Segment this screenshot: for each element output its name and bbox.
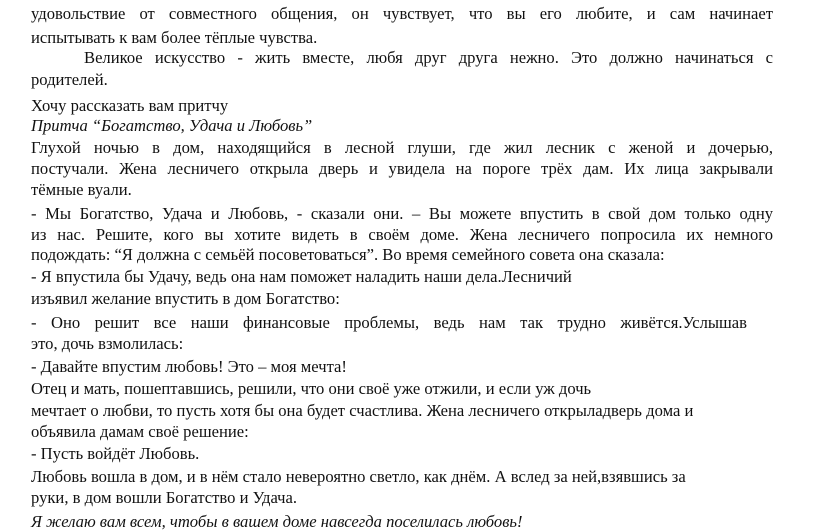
text-line: родителей.	[31, 70, 108, 89]
text-line: Отец и мать, пошептавшись, решили, что они своё уже отжили, и если уж дочь	[31, 379, 592, 398]
text-line: - Мы Богатство, Удача и Любовь, - сказали они. – Вы можете впустить в свой дом только одну	[31, 204, 773, 223]
text-line: постучали. Жена лесничего открыла дверь и увидела на пороге трёх дам. Их лица закрывали	[31, 159, 773, 178]
text-line: мечтает о любви, то пусть хотя бы она будет счастлива. Жена лесничего открыладверь дома и	[31, 401, 694, 420]
text-line: изъявил желание впустить в дом Богатство:	[31, 289, 340, 308]
text-line: - Давайте впустим любовь! Это – моя мечта!	[31, 357, 347, 376]
text-line: Любовь вошла в дом, и в нём стало невероятно светло, как днём. А вслед за ней,взявшись за	[31, 467, 686, 486]
text-line: тёмные вуали.	[31, 180, 132, 199]
closing-wish: Я желаю вам всем, чтобы в вашем доме навсегда поселилась любовь!	[31, 512, 523, 531]
text-line: объявила дамам своё решение:	[31, 422, 249, 441]
text-line: подождать: “Я должна с семьёй посоветоваться”. Во время семейного совета она сказала:	[31, 245, 665, 264]
text-line: из нас. Решите, кого вы хотите видеть в своём доме. Жена лесничего попросила их немного	[31, 225, 773, 244]
text-line: Глухой ночью в дом, находящийся в лесной глуши, где жил лесник с женой и дочерью,	[31, 138, 773, 157]
parable-title: Притча “Богатство, Удача и Любовь”	[31, 116, 313, 135]
text-line: - Оно решит все наши финансовые проблемы, ведь нам так трудно живётся.Услышав	[31, 313, 747, 332]
text-line: испытывать к вам более тёплые чувства.	[31, 28, 318, 47]
text-line: Великое искусство - жить вместе, любя друг друга нежно. Это должно начинаться с	[84, 48, 773, 67]
text-line: удовольствие от совместного общения, он чувствует, что вы его любите, и сам начинает	[31, 4, 773, 23]
text-line: - Пусть войдёт Любовь.	[31, 444, 200, 463]
text-line: руки, в дом вошли Богатство и Удача.	[31, 488, 298, 507]
text-line: - Я впустила бы Удачу, ведь она нам поможет наладить наши дела.Лесничий	[31, 267, 572, 286]
text-line: это, дочь взмолилась:	[31, 334, 184, 353]
text-line: Хочу рассказать вам притчу	[31, 96, 229, 115]
